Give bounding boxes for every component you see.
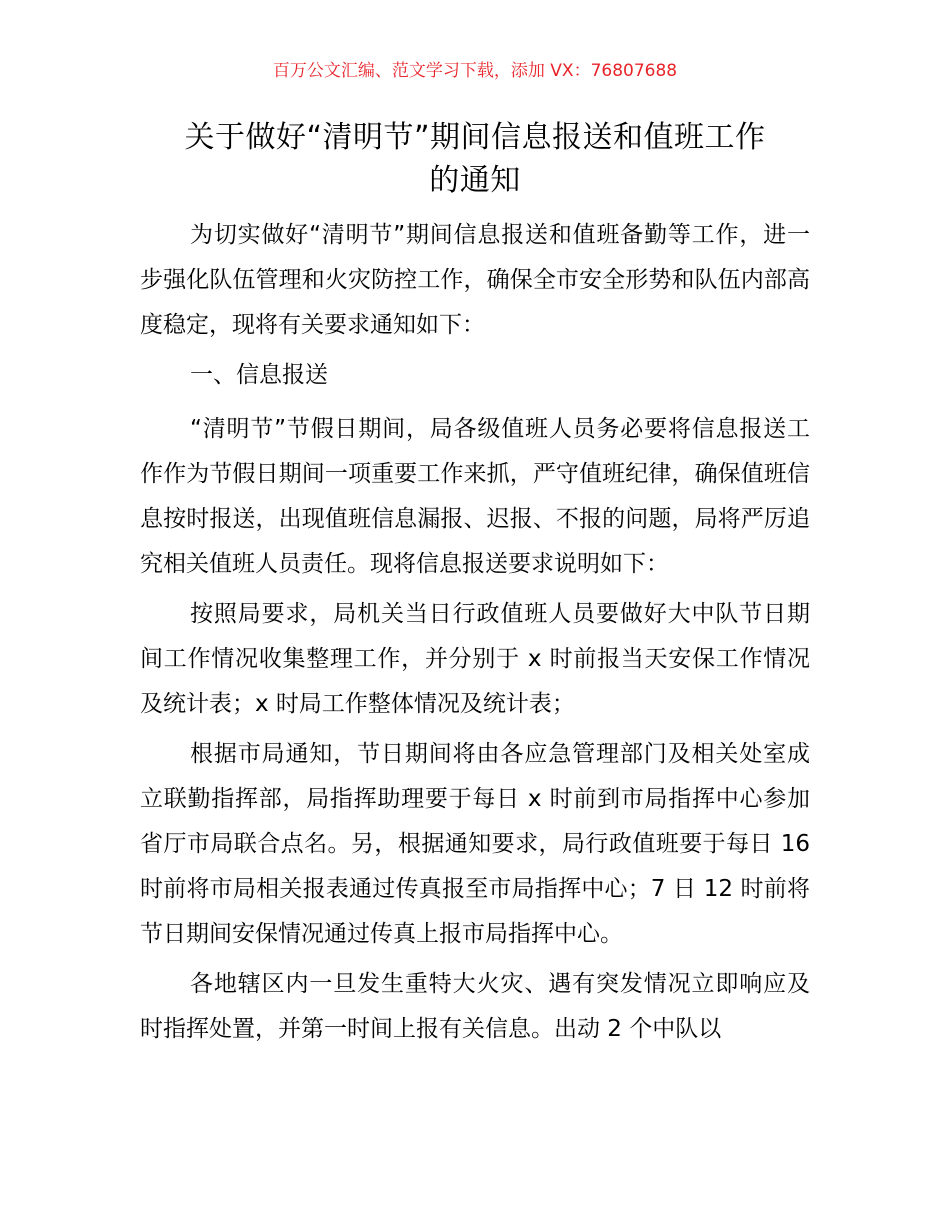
- document-body: [140, 213, 810, 1057]
- paragraph-bureau-requirements: 按照局要求，局机关当日行政值班人员要做好大中队节日期间工作情况收集整理工作，并分别于 x 时前报当天安保工作情况及统计表；x 时局工作整体情况及统计表；: [140, 601, 810, 717]
- paragraph-holiday-reporting: “清明节”节假日期间，局各级值班人员务必要将信息报送工作作为节假日期间一项重要工作来抓，严守值班纪律，确保值班信息按时报送，出现值班信息漏报、迟报、不报的问题，局将严厉追究相关值班人员责任。现将信息报送要求说明如下：: [140, 416, 810, 577]
- paragraph-city-notice: 根据市局通知，节日期间将由各应急管理部门及相关处室成立联勤指挥部，局指挥助理要于每日 x 时前到市局指挥中心参加省厅市局联合点名。另，根据通知要求，局行政值班要于每日 16 时前将市局相关报表通过传真报至市局指挥中心；7 日 12 时前将节日期间安保情况通过传真上报市局指挥中心。: [140, 741, 810, 947]
- paragraph-intro: 为切实做好“清明节”期间信息报送和值班备勤等工作，进一步强化队伍管理和火灾防控工作，确保全市安全形势和队伍内部高度稳定，现将有关要求通知如下：: [140, 222, 810, 338]
- title-line-2: 的通知: [429, 163, 521, 198]
- title-line-1: 关于做好“清明节”期间信息报送和值班工作: [184, 120, 766, 155]
- header-banner: 百万公文汇编、范文学习下载，添加 VX：76807688: [272, 61, 678, 81]
- paragraph-emergency-response: 各地辖区内一旦发生重特大火灾、遇有突发情况立即响应及时指挥处置，并第一时间上报有关信息。出动 2 个中队以: [140, 971, 810, 1042]
- section-heading-info-report: 一、信息报送: [190, 362, 328, 388]
- document-title: [100, 116, 850, 202]
